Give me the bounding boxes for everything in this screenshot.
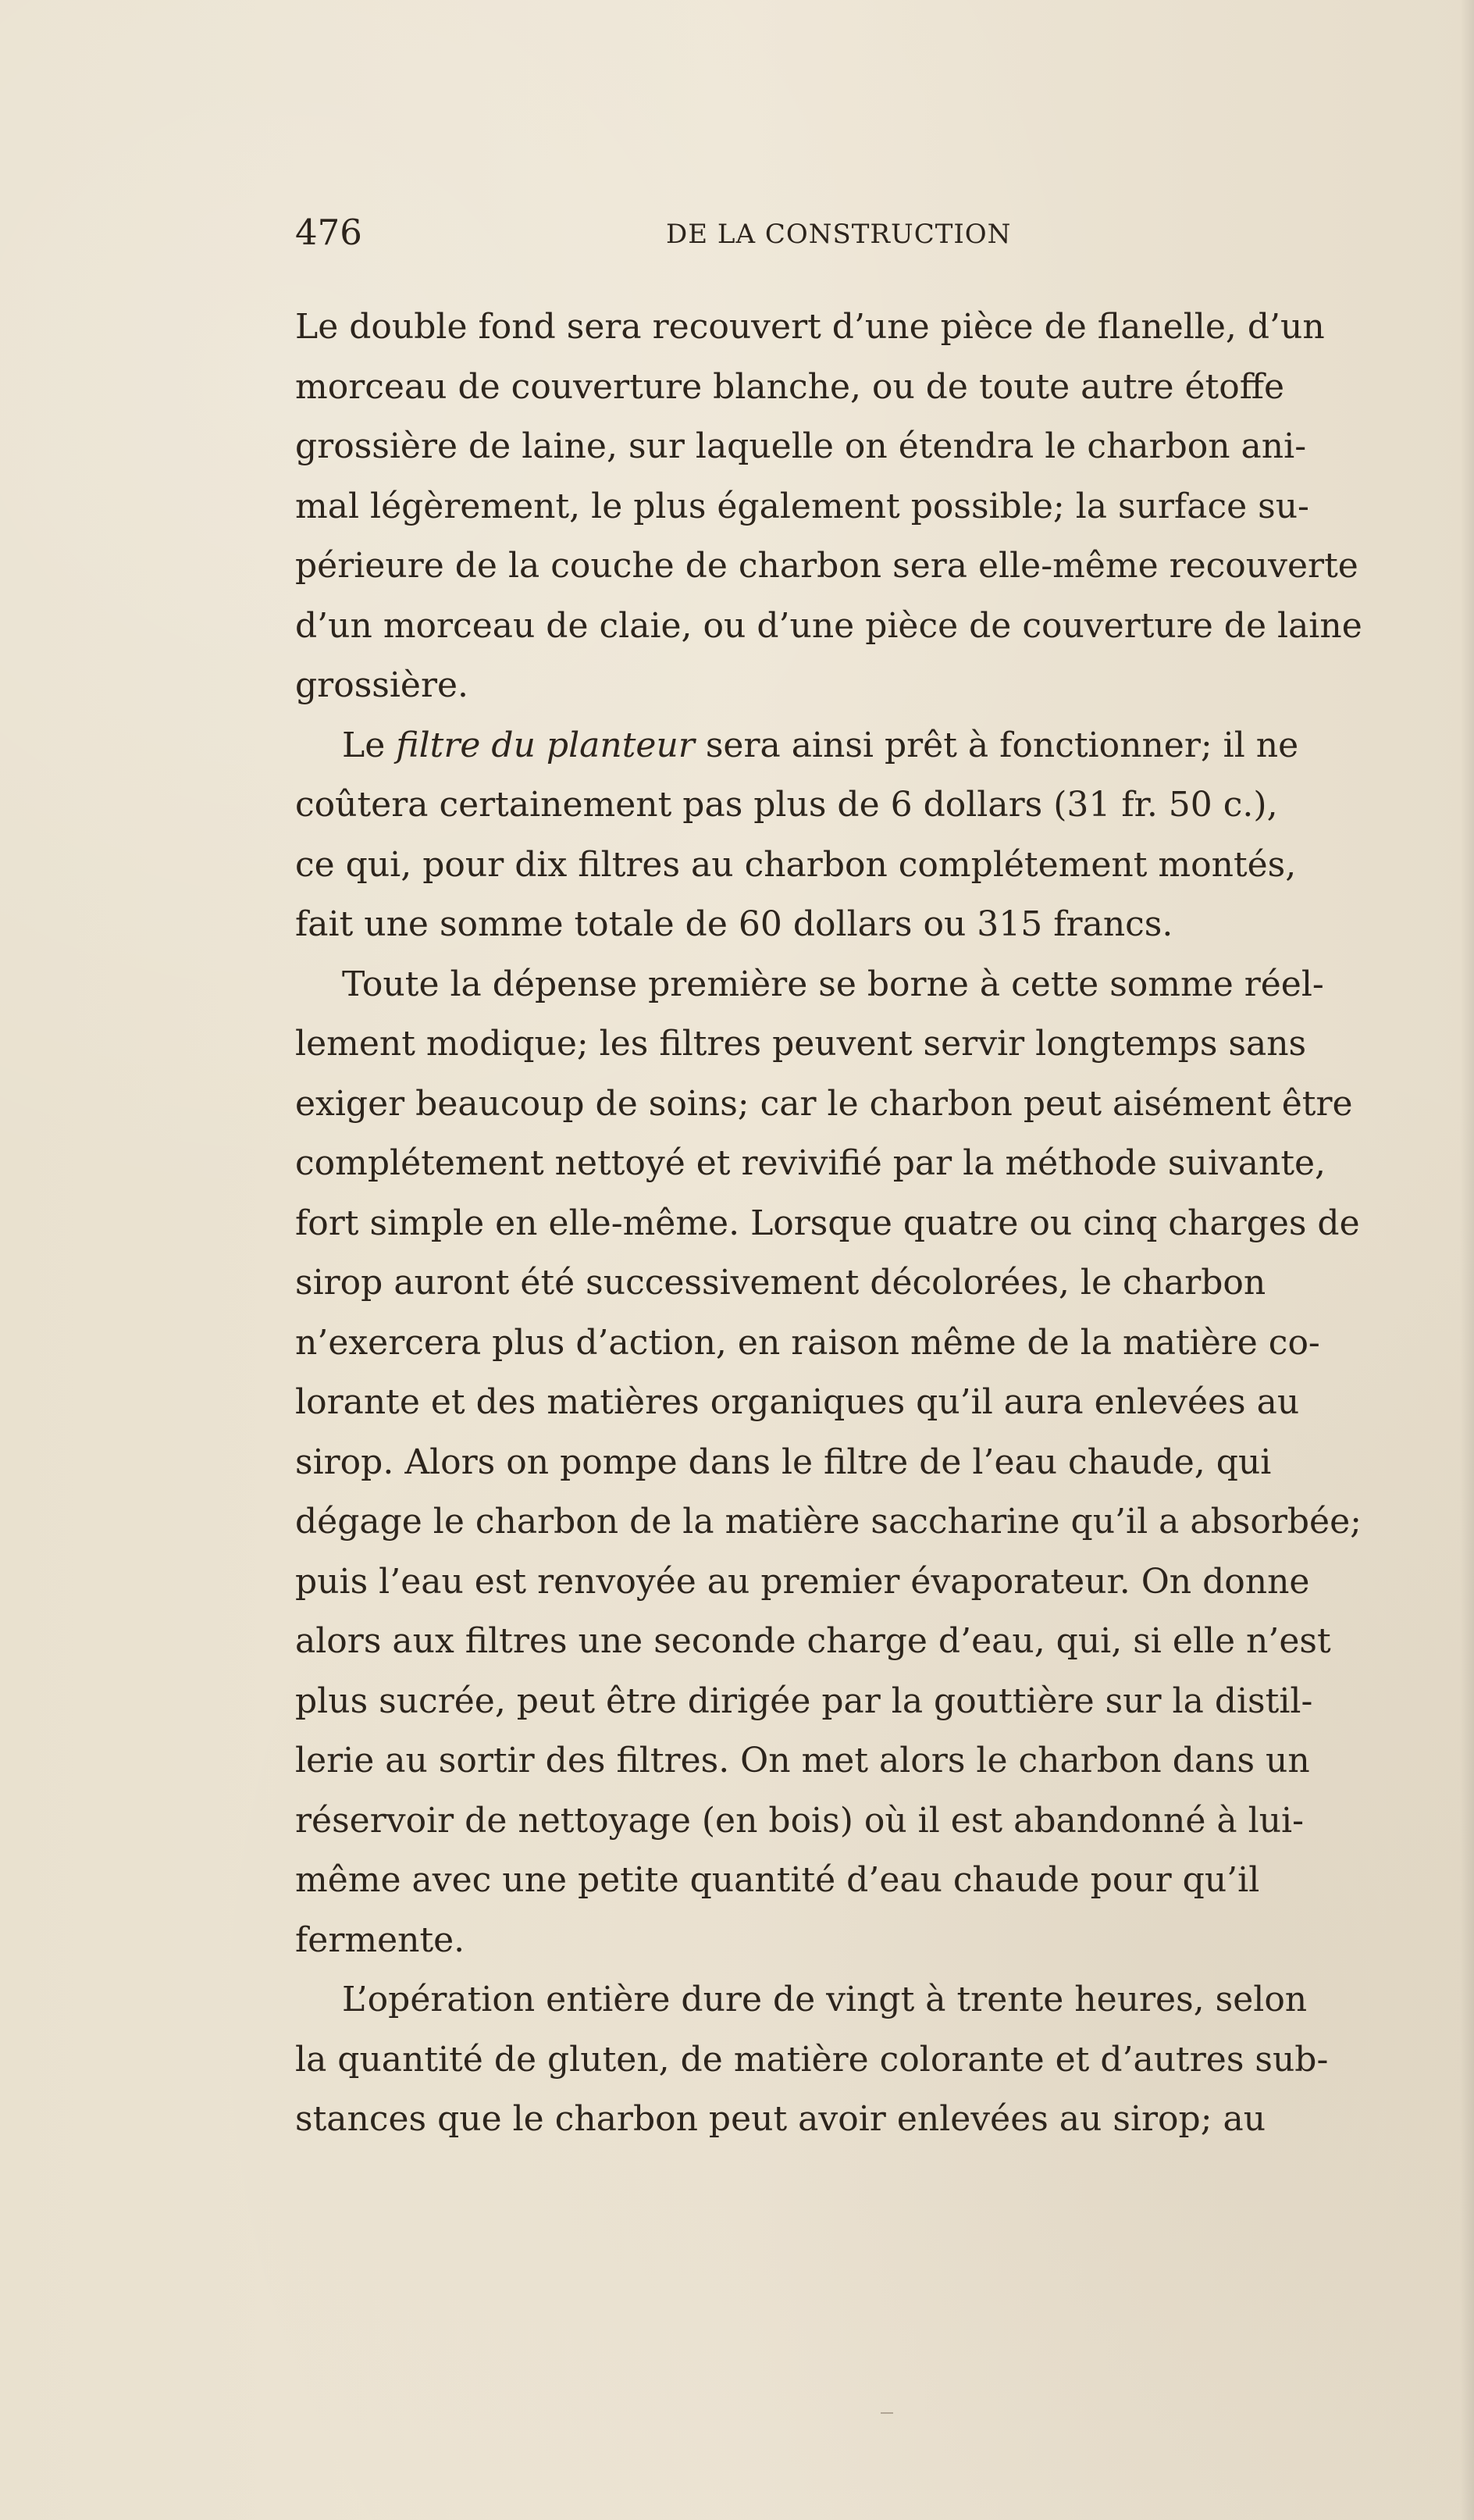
- page-mark: [881, 2412, 893, 2414]
- text-line-4: mal légèrement, le plus également possible; la surface su-: [295, 486, 1309, 526]
- text-line-20: sirop. Alors on pompe dans le filtre de l’eau chaude, qui: [295, 1442, 1272, 1482]
- body-text: [295, 298, 1362, 2150]
- text-line-7: grossière.: [295, 665, 469, 705]
- page-edge-shadow: [1460, 0, 1474, 2520]
- text-line-19: lorante et des matières organiques qu’il aura enlevées au: [295, 1382, 1300, 1422]
- text-line-27: même avec une petite quantité d’eau chaude pour qu’il: [295, 1860, 1260, 1900]
- text-line-25: lerie au sortir des filtres. On met alors le charbon dans un: [295, 1741, 1310, 1780]
- text-line-13: lement modique; les filtres peuvent servir longtemps sans: [295, 1024, 1307, 1064]
- text-line-18: n’exercera plus d’action, en raison même de la matière co-: [295, 1322, 1320, 1363]
- text-line-10: ce qui, pour dix filtres au charbon complétement montés,: [295, 844, 1297, 885]
- text-line-6: d’un morceau de claie, ou d’une pièce de couverture de laine: [295, 605, 1362, 646]
- text-line-3: grossière de laine, sur laquelle on étendra le charbon ani-: [295, 426, 1307, 466]
- running-head: DE LA CONSTRUCTION: [666, 219, 1012, 250]
- text-line-8: [295, 716, 1329, 776]
- page-number: 476: [295, 212, 362, 253]
- text-line-8-rest: sera ainsi prêt à fonctionner; il ne: [705, 725, 1299, 765]
- text-line-28: fermente.: [295, 1919, 465, 1960]
- text-line-22: puis l’eau est renvoyée au premier évaporateur. On donne: [295, 1561, 1310, 1602]
- text-line-9: coûtera certainement pas plus de 6 dollars (31 fr. 50 c.),: [295, 785, 1278, 825]
- text-line-14: exiger beaucoup de soins; car le charbon peut aisément être: [295, 1083, 1353, 1124]
- text-line-11: fait une somme totale de 60 dollars ou 315 francs.: [295, 904, 1173, 944]
- text-line-26: réservoir de nettoyage (en bois) où il est abandonné à lui-: [295, 1800, 1304, 1841]
- text-line-17: sirop auront été successivement décolorées, le charbon: [295, 1263, 1266, 1303]
- text-line-23: alors aux filtres une seconde charge d’eau, qui, si elle n’est: [295, 1621, 1331, 1661]
- text-line-16: fort simple en elle-même. Lorsque quatre ou cinq charges de: [295, 1203, 1360, 1243]
- italic-title: filtre du planteur: [396, 725, 695, 765]
- text-line-8-prefix: Le: [342, 725, 386, 765]
- page-header: [295, 212, 1329, 269]
- text-line-1: Le double fond sera recouvert d’une pièce de flanelle, d’un: [295, 307, 1325, 347]
- text-line-2: morceau de couverture blanche, ou de toute autre étoffe: [295, 366, 1284, 407]
- text-line-5: périeure de la couche de charbon sera elle-même recouverte: [295, 546, 1358, 586]
- text-line-15: complétement nettoyé et revivifié par la méthode suivante,: [295, 1143, 1326, 1183]
- text-line-31: stances que le charbon peut avoir enlevées au sirop; au: [295, 2099, 1266, 2139]
- text-line-21: dégage le charbon de la matière saccharine qu’il a absorbée;: [295, 1502, 1362, 1542]
- text-line-29: L’opération entière dure de vingt à trente heures, selon: [342, 1980, 1308, 2019]
- text-line-24: plus sucrée, peut être dirigée par la gouttière sur la distil-: [295, 1681, 1313, 1721]
- text-line-12: Toute la dépense première se borne à cette somme réel-: [342, 964, 1324, 1004]
- text-line-30: la quantité de gluten, de matière colorante et d’autres sub-: [295, 2039, 1329, 2080]
